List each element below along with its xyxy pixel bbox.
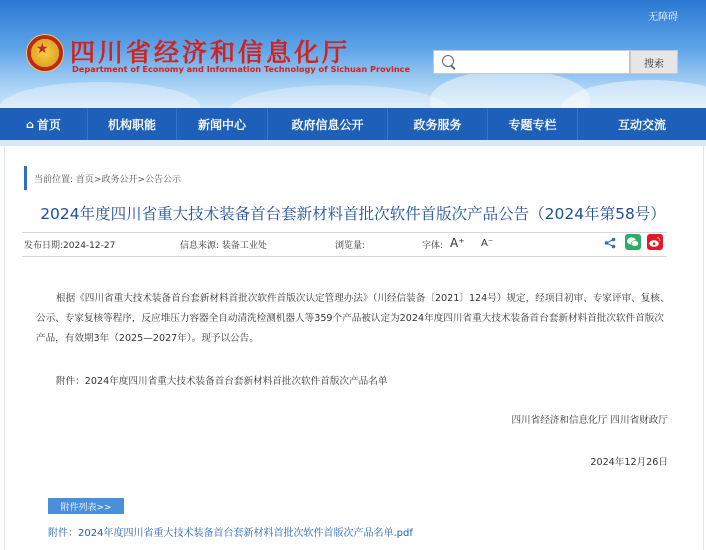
wechat-icon[interactable]	[625, 234, 641, 250]
home-icon: ⌂	[26, 117, 34, 131]
nav-item-label: 专题专栏	[508, 117, 557, 132]
search-button[interactable]: 搜索	[630, 50, 678, 74]
nav-item-label: 政府信息公开	[291, 117, 364, 132]
view-count: 浏览量:	[335, 241, 366, 251]
nav-item-org[interactable]	[88, 108, 177, 140]
nav-item-interaction[interactable]	[578, 108, 706, 140]
site-subtitle: Department of Economy and Information Technology of Sichuan Province	[72, 64, 411, 74]
article-title: 2024年度四川省重大技术装备首台套新材料首批次软件首版次产品公告（2024年第58号）	[40, 205, 666, 223]
attachment-list-tab[interactable]: 附件列表>>	[48, 498, 124, 514]
divider	[22, 232, 667, 233]
article-body: 根据《四川省重大技术装备首台套新材料首批次软件首版次认定管理办法》（川经信装备〔2021〕124号）规定，经项目初审、专家评审、复核、公示、专家复核等程序，反应堆压力容器全自动清洗检测机器人等359个产品被认定为2024年度四川省重大技术装备首台套新材料首批次软件首版次产品，有效期3年（2025—2027年）。现予以公告。	[36, 293, 670, 344]
accessibility-link[interactable]: 无障碍	[648, 12, 678, 23]
site-header	[0, 0, 706, 108]
search-icon	[442, 55, 454, 67]
font-larger-button[interactable]: A⁺	[450, 236, 465, 250]
info-source: 信息来源: 装备工业处	[180, 241, 267, 251]
nav-item-home[interactable]	[0, 108, 88, 140]
divider	[22, 256, 667, 257]
breadcrumb-marker	[24, 166, 27, 190]
signature-date: 2024年12月26日	[590, 457, 668, 468]
nav-item-topics[interactable]	[488, 108, 578, 140]
publish-date: 发布日期:2024-12-27	[24, 241, 116, 251]
nav-item-gov-info[interactable]	[268, 108, 388, 140]
nav-item-label: 机构职能	[107, 117, 156, 132]
header-cloud	[560, 80, 706, 108]
main-nav	[0, 108, 706, 140]
nav-item-news[interactable]	[177, 108, 268, 140]
site-title[interactable]: 四川省经济和信息化厅	[70, 38, 351, 67]
nav-item-label: 互动交流	[617, 117, 666, 132]
nav-item-label: 新闻中心	[197, 117, 246, 132]
breadcrumb-prefix: 当前位置:	[34, 175, 74, 185]
breadcrumb	[34, 172, 181, 185]
nav-item-label: 首页	[36, 117, 61, 132]
breadcrumb-path[interactable]: 首页>政务公开>公告公示	[75, 175, 182, 185]
signature: 四川省经济和信息化厅 四川省财政厅	[511, 415, 668, 426]
weibo-icon[interactable]	[647, 234, 663, 250]
header-cloud	[0, 82, 200, 108]
attachment-link[interactable]: 附件：2024年度四川省重大技术装备首台套新材料首批次软件首版次产品名单.pdf	[48, 528, 413, 539]
font-smaller-button[interactable]: A⁻	[481, 238, 494, 249]
font-size-label: 字体:	[422, 241, 444, 251]
nav-item-services[interactable]	[388, 108, 488, 140]
share-icon[interactable]	[604, 237, 616, 249]
national-emblem-icon: ★	[26, 34, 64, 72]
search-box	[433, 50, 630, 74]
header-cloud	[230, 85, 450, 108]
nav-item-label: 政务服务	[413, 117, 462, 132]
search-input[interactable]	[460, 53, 624, 73]
attachment-note: 附件：2024年度四川省重大技术装备首台套新材料首批次软件首版次产品名单	[56, 376, 388, 387]
